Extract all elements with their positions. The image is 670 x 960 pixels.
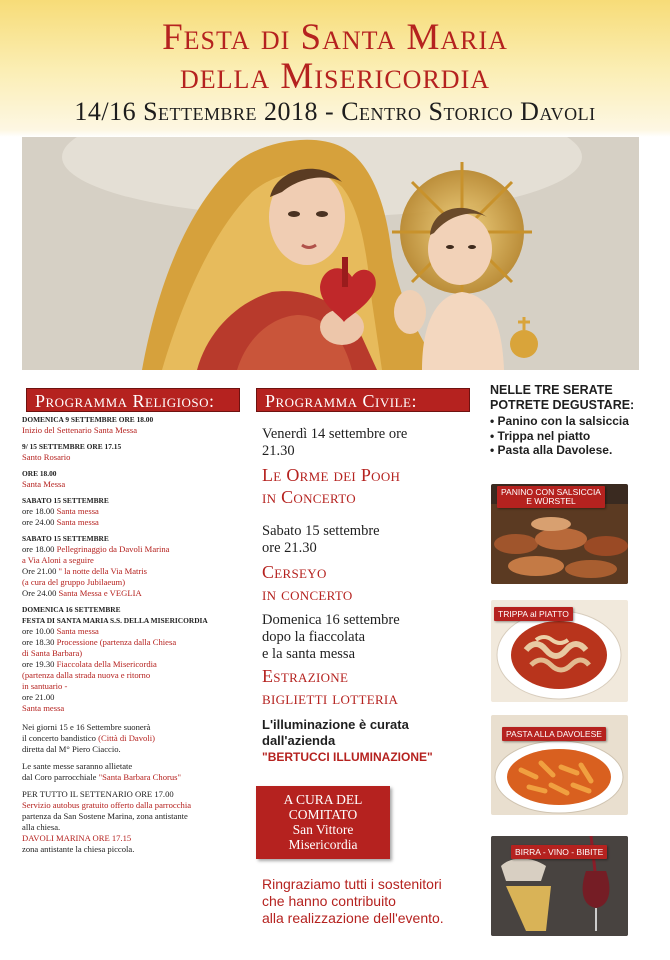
schedule-text: Santa messa xyxy=(56,506,99,516)
religious-block xyxy=(22,533,244,599)
schedule-text: Ore 24.00 xyxy=(22,588,59,598)
event-time: ore 21.30 xyxy=(262,540,317,556)
note-line: Le sante messe saranno allietate xyxy=(22,761,133,771)
religious-block xyxy=(22,441,244,463)
schedule-text: Santa messa xyxy=(56,517,99,527)
schedule-date: DOMENICA 9 SETTEMBRE ORE 18.00 xyxy=(22,415,154,424)
schedule-text: Pellegrinaggio da Davoli Marina xyxy=(56,544,170,554)
religious-block xyxy=(22,495,244,528)
thanks-line: che hanno contribuito xyxy=(262,893,396,909)
pasta-label: PASTA ALLA DAVOLESE xyxy=(502,727,606,741)
religious-program xyxy=(22,414,244,860)
note-line xyxy=(22,733,244,744)
schedule-text: ore 21.00 xyxy=(22,692,55,702)
event-date: Sabato 15 settembre xyxy=(262,523,380,539)
schedule-line xyxy=(22,479,244,490)
bus-note xyxy=(22,789,244,855)
schedule-text: " la notte della Via Matris xyxy=(58,566,148,576)
committee-line: San Vittore xyxy=(292,822,354,837)
schedule-text: Santa Messa xyxy=(22,479,66,489)
schedule-date: 9/ 15 SETTEMBRE ORE 17.15 xyxy=(22,442,122,451)
schedule-text: Processione (partenza dalla Chiesa xyxy=(56,637,177,647)
food-item: • Trippa nel piatto xyxy=(490,428,591,443)
schedule-text: in santuario - xyxy=(22,681,68,691)
food-intro xyxy=(490,383,665,458)
note-text: "Santa Barbara Chorus" xyxy=(98,772,182,782)
civil-program-heading: Programma Civile: xyxy=(256,388,470,412)
schedule-line xyxy=(22,425,244,436)
schedule-date: SABATO 15 SETTEMBRE xyxy=(22,496,109,505)
schedule-text: Santo Rosario xyxy=(22,452,71,462)
event-title: Cerseyo xyxy=(262,562,327,582)
schedule-line xyxy=(22,566,244,577)
schedule-text: di Santa Barbara) xyxy=(22,648,83,658)
schedule-line xyxy=(22,637,244,648)
schedule-line xyxy=(22,555,244,566)
schedule-text: ore 18.30 xyxy=(22,637,57,647)
event-title: Le Orme dei Pooh xyxy=(262,465,401,485)
schedule-text: (a cura del gruppo Jubilaeum) xyxy=(22,577,126,587)
schedule-text: Santa messa xyxy=(22,703,65,713)
poster-subtitle: 14/16 Settembre 2018 - Centro Storico Davoli xyxy=(74,97,596,126)
schedule-line xyxy=(22,626,244,637)
poster-title-line1: Festa di Santa Maria xyxy=(162,17,508,58)
food-intro-line: POTRETE DEGUSTARE: xyxy=(490,398,635,412)
religious-block xyxy=(22,468,244,490)
schedule-line xyxy=(22,703,244,714)
schedule-text: ore 24.00 xyxy=(22,517,57,527)
note-line: diretta dal M° Piero Ciaccio. xyxy=(22,744,121,754)
note-line xyxy=(22,772,244,783)
note-line: alla chiesa. xyxy=(22,822,61,832)
lighting-line: dall'azienda xyxy=(262,733,336,748)
schedule-date: ORE 18.00 xyxy=(22,469,57,478)
madonna-statue-photo xyxy=(22,137,639,370)
religious-block xyxy=(22,414,244,436)
religious-block xyxy=(22,604,244,714)
schedule-text: Inizio del Settenario Santa Messa xyxy=(22,425,138,435)
schedule-date: DOMENICA 16 SETTEMBRE xyxy=(22,605,121,614)
schedule-line xyxy=(22,577,244,588)
civil-event-1 xyxy=(262,426,477,508)
schedule-text: (partenza dalla strada nuova e ritorno xyxy=(22,670,151,680)
civil-event-2 xyxy=(262,523,477,605)
note-text: il concerto bandistico xyxy=(22,733,99,743)
note-line: DAVOLI MARINA ORE 17.15 xyxy=(22,833,132,843)
schedule-line xyxy=(22,588,244,599)
event-title: in Concerto xyxy=(262,487,356,507)
panino-label xyxy=(497,486,605,508)
schedule-line xyxy=(22,517,244,528)
event-title: in concerto xyxy=(262,584,353,604)
schedule-line xyxy=(22,659,244,670)
madonna-statue-illustration xyxy=(22,137,639,370)
schedule-text: ore 10.00 xyxy=(22,626,57,636)
religious-program-heading: Programma Religioso: xyxy=(26,388,240,412)
note-line: Nei giorni 15 e 16 Settembre suonerà xyxy=(22,722,151,732)
event-title: biglietti lotteria xyxy=(262,688,399,708)
label-line: PANINO CON SALSICCIA xyxy=(501,487,601,497)
lighting-line: L'illuminazione è curata xyxy=(262,717,409,732)
note-line: zona antistante la chiesa piccola. xyxy=(22,844,135,854)
schedule-line xyxy=(22,506,244,517)
thanks-line: Ringraziamo tutti i sostenitori xyxy=(262,876,442,892)
schedule-text: Santa Messa e VEGLIA xyxy=(58,588,142,598)
committee-line: Misericordia xyxy=(288,837,358,852)
schedule-text: ore 18.00 xyxy=(22,544,57,554)
band-note xyxy=(22,722,244,755)
food-item: • Pasta alla Davolese. xyxy=(490,443,613,457)
choir-note xyxy=(22,761,244,783)
trippa-label: TRIPPA al PIATTO xyxy=(494,607,573,621)
schedule-text: Santa messa xyxy=(56,626,99,636)
schedule-date: SABATO 15 SETTEMBRE xyxy=(22,534,109,543)
thanks-line: alla realizzazione dell'evento. xyxy=(262,910,444,926)
note-text: dal Coro parrocchiale xyxy=(22,772,99,782)
schedule-line xyxy=(22,670,244,681)
event-date: Venerdì 14 settembre ore xyxy=(262,426,408,442)
schedule-text: Fiaccolata della Misericordia xyxy=(56,659,157,669)
lighting-company: "BERTUCCI ILLUMINAZIONE" xyxy=(262,750,433,764)
schedule-date: FESTA DI SANTA MARIA S.S. DELLA MISERICORDIA xyxy=(22,616,208,625)
committee-box xyxy=(256,786,390,859)
event-title: Estrazione xyxy=(262,666,349,686)
note-text: (Città di Davoli) xyxy=(98,733,155,743)
schedule-text: a Via Aloni a seguire xyxy=(22,555,94,565)
label-line: E WÜRSTEL xyxy=(526,496,576,506)
committee-line: COMITATO xyxy=(288,807,358,822)
event-note: e la santa messa xyxy=(262,646,356,662)
lighting-credit xyxy=(262,717,472,765)
note-line: Servizio autobus gratuito offerto dalla parrocchia xyxy=(22,800,192,810)
schedule-line xyxy=(22,681,244,692)
poster-title-line2: della Misericordia xyxy=(179,56,491,97)
schedule-text: ore 18.00 xyxy=(22,506,57,516)
schedule-line xyxy=(22,544,244,555)
schedule-line xyxy=(22,648,244,659)
schedule-line xyxy=(22,692,244,703)
note-line: partenza da San Sostene Marina, zona antistante xyxy=(22,811,188,821)
committee-line: A CURA DEL xyxy=(283,792,363,807)
food-item: • Panino con la salsiccia xyxy=(490,414,629,428)
event-time: 21.30 xyxy=(262,443,295,459)
event-date: Domenica 16 settembre xyxy=(262,612,400,628)
schedule-text: Ore 21.00 xyxy=(22,566,59,576)
civil-event-3 xyxy=(262,612,477,709)
food-intro-line: NELLE TRE SERATE xyxy=(490,383,613,397)
drinks-label: BIRRA - VINO - BIBITE xyxy=(511,845,607,859)
schedule-text: ore 19.30 xyxy=(22,659,57,669)
schedule-line xyxy=(22,452,244,463)
note-line: PER TUTTO IL SETTENARIO ORE 17.00 xyxy=(22,789,174,799)
event-note: dopo la fiaccolata xyxy=(262,629,366,645)
thanks-note xyxy=(262,876,467,927)
